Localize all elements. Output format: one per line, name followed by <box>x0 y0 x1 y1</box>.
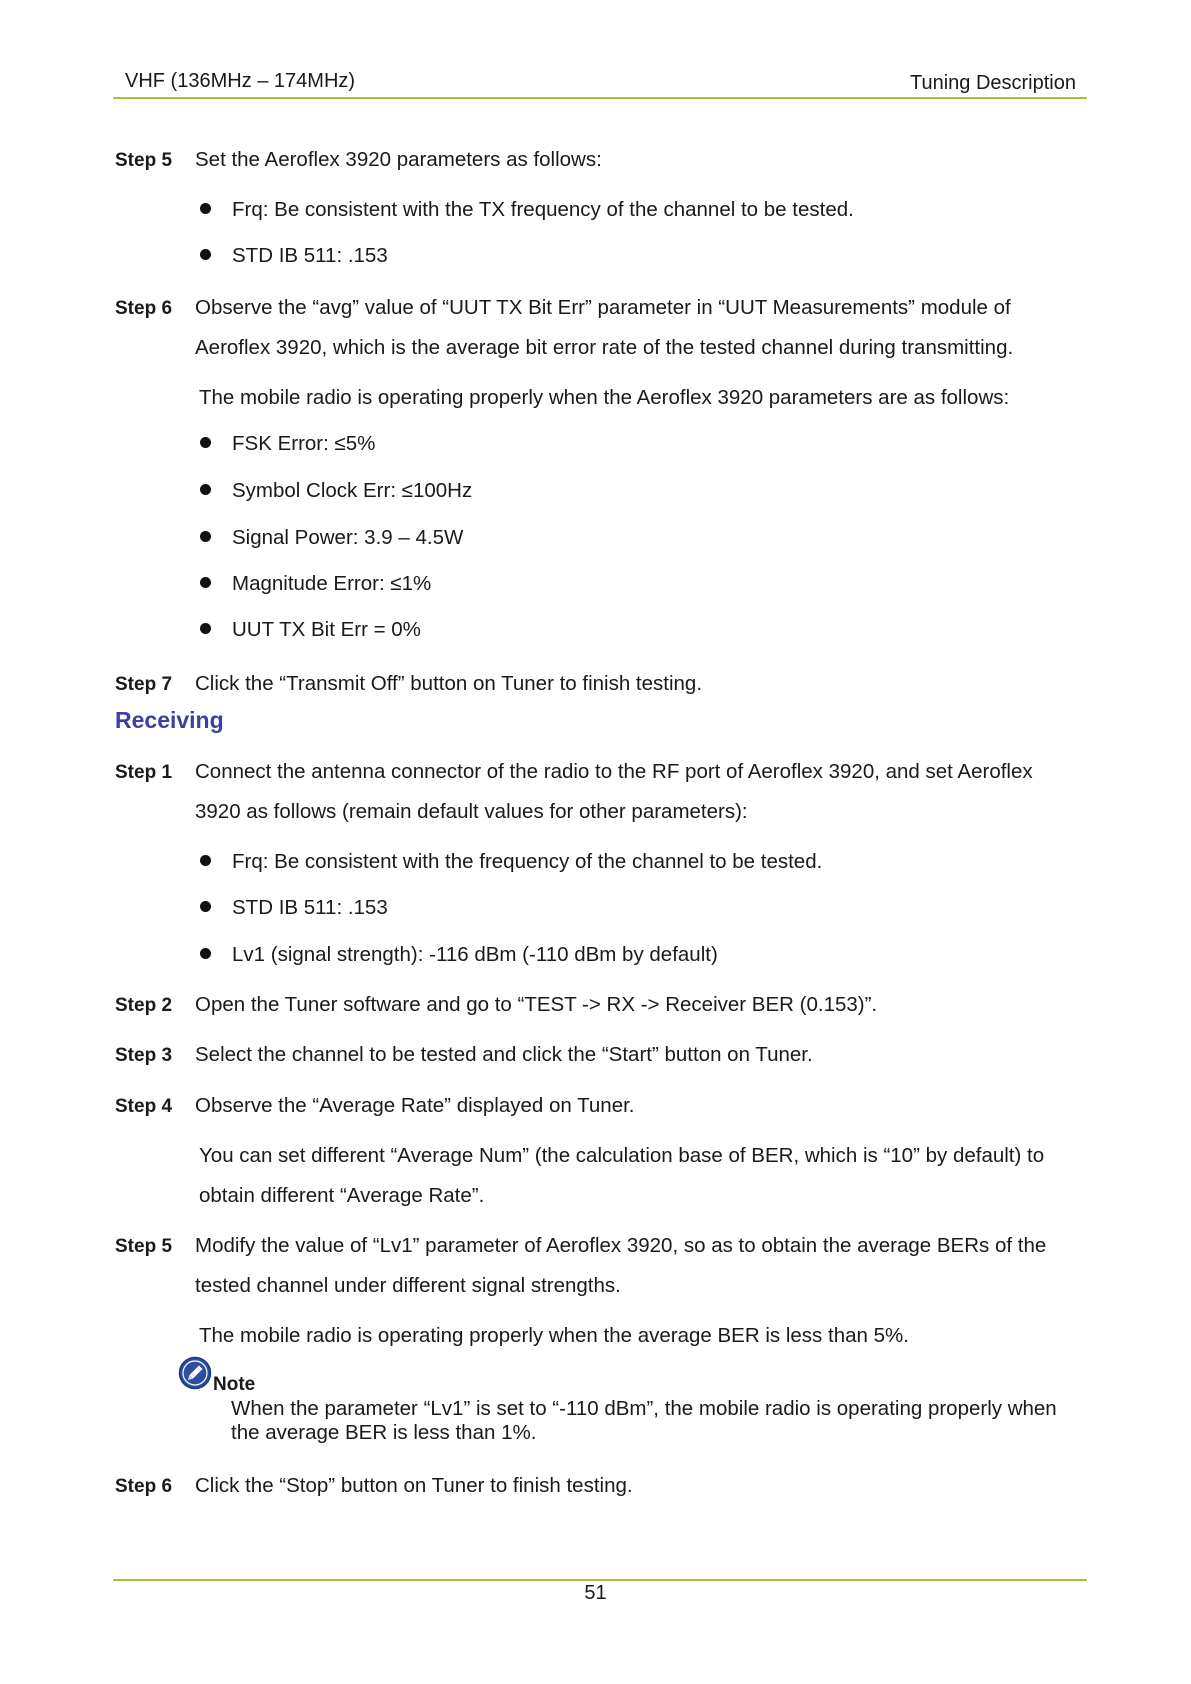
rx-step-4-text: Observe the “Average Rate” displayed on Tuner. <box>195 1094 635 1117</box>
note-line-2: the average BER is less than 1%. <box>231 1421 537 1444</box>
rx-step-5-condition: The mobile radio is operating properly when the average BER is less than 5%. <box>199 1324 909 1347</box>
list-item: Lv1 (signal strength): -116 dBm (-110 dBm by default) <box>200 943 718 967</box>
step-6-line-1: Observe the “avg” value of “UUT TX Bit Err” parameter in “UUT Measurements” module of <box>195 296 1011 319</box>
rx-step-4-para-line-1: You can set different “Average Num” (the calculation base of BER, which is “10” by default) to <box>199 1144 1045 1167</box>
list-item: UUT TX Bit Err = 0% <box>200 618 421 642</box>
rx-step-6-text: Click the “Stop” button on Tuner to finish testing. <box>195 1474 633 1497</box>
header-section-title: Tuning Description <box>909 72 1076 94</box>
bullet-icon <box>200 855 211 866</box>
rx-step-6-label: Step 6 <box>115 1476 173 1497</box>
bullet-icon <box>200 623 211 634</box>
step-6-condition: The mobile radio is operating properly when the Aeroflex 3920 parameters are as follows: <box>199 386 1010 409</box>
rx-step-5-line-1: Modify the value of “Lv1” parameter of Aeroflex 3920, so as to obtain the average BERs of the <box>195 1234 1047 1257</box>
header-chapter-title: VHF (136MHz – 174MHz) <box>125 70 356 92</box>
rx-step-2-text: Open the Tuner software and go to “TEST -> RX -> Receiver BER (0.153)”. <box>195 993 878 1016</box>
rx-step-1-line-2: 3920 as follows (remain default values for other parameters): <box>195 800 748 823</box>
step-6-label: Step 6 <box>115 298 173 319</box>
rx-step-5-line-2: tested channel under different signal strengths. <box>195 1274 621 1297</box>
list-item: Symbol Clock Err: ≤100Hz <box>200 479 472 503</box>
rx-step-1-label: Step 1 <box>115 762 173 783</box>
rx-step-5-label: Step 5 <box>115 1236 173 1257</box>
header-divider <box>113 97 1087 99</box>
rx-step-2-label: Step 2 <box>115 995 173 1016</box>
list-item: Magnitude Error: ≤1% <box>200 572 431 596</box>
step-5-text: Set the Aeroflex 3920 parameters as follows: <box>195 148 602 171</box>
list-item: Frq: Be consistent with the frequency of the channel to be tested. <box>200 850 822 874</box>
note-line-1: When the parameter “Lv1” is set to “-110 dBm”, the mobile radio is operating properly when <box>231 1397 1057 1420</box>
rx-step-4-label: Step 4 <box>115 1096 173 1117</box>
note-title: Note <box>213 1374 256 1395</box>
list-item: STD IB 511: .153 <box>200 896 388 920</box>
rx-step-1-line-1: Connect the antenna connector of the radio to the RF port of Aeroflex 3920, and set Aeroflex <box>195 760 1033 783</box>
bullet-icon <box>200 948 211 959</box>
bullet-icon <box>200 577 211 588</box>
note-pencil-icon <box>178 1356 212 1390</box>
section-title-receiving: Receiving <box>115 707 224 733</box>
footer-divider <box>113 1579 1087 1581</box>
step-7-label: Step 7 <box>115 674 173 695</box>
list-item: STD IB 511: .153 <box>200 244 388 268</box>
step-7-text: Click the “Transmit Off” button on Tuner to finish testing. <box>195 672 703 695</box>
page-number: 51 <box>584 1582 607 1604</box>
bullet-icon <box>200 437 211 448</box>
step-6-line-2: Aeroflex 3920, which is the average bit error rate of the tested channel during transmitting. <box>195 336 1014 359</box>
list-item: Frq: Be consistent with the TX frequency of the channel to be tested. <box>200 198 854 222</box>
bullet-icon <box>200 203 211 214</box>
rx-step-3-label: Step 3 <box>115 1045 173 1066</box>
step-5-label: Step 5 <box>115 150 173 171</box>
bullet-icon <box>200 484 211 495</box>
bullet-icon <box>200 531 211 542</box>
bullet-icon <box>200 249 211 260</box>
list-item: Signal Power: 3.9 – 4.5W <box>200 526 463 550</box>
rx-step-4-para-line-2: obtain different “Average Rate”. <box>199 1184 485 1207</box>
bullet-icon <box>200 901 211 912</box>
list-item: FSK Error: ≤5% <box>200 432 375 456</box>
rx-step-3-text: Select the channel to be tested and click the “Start” button on Tuner. <box>195 1043 813 1066</box>
